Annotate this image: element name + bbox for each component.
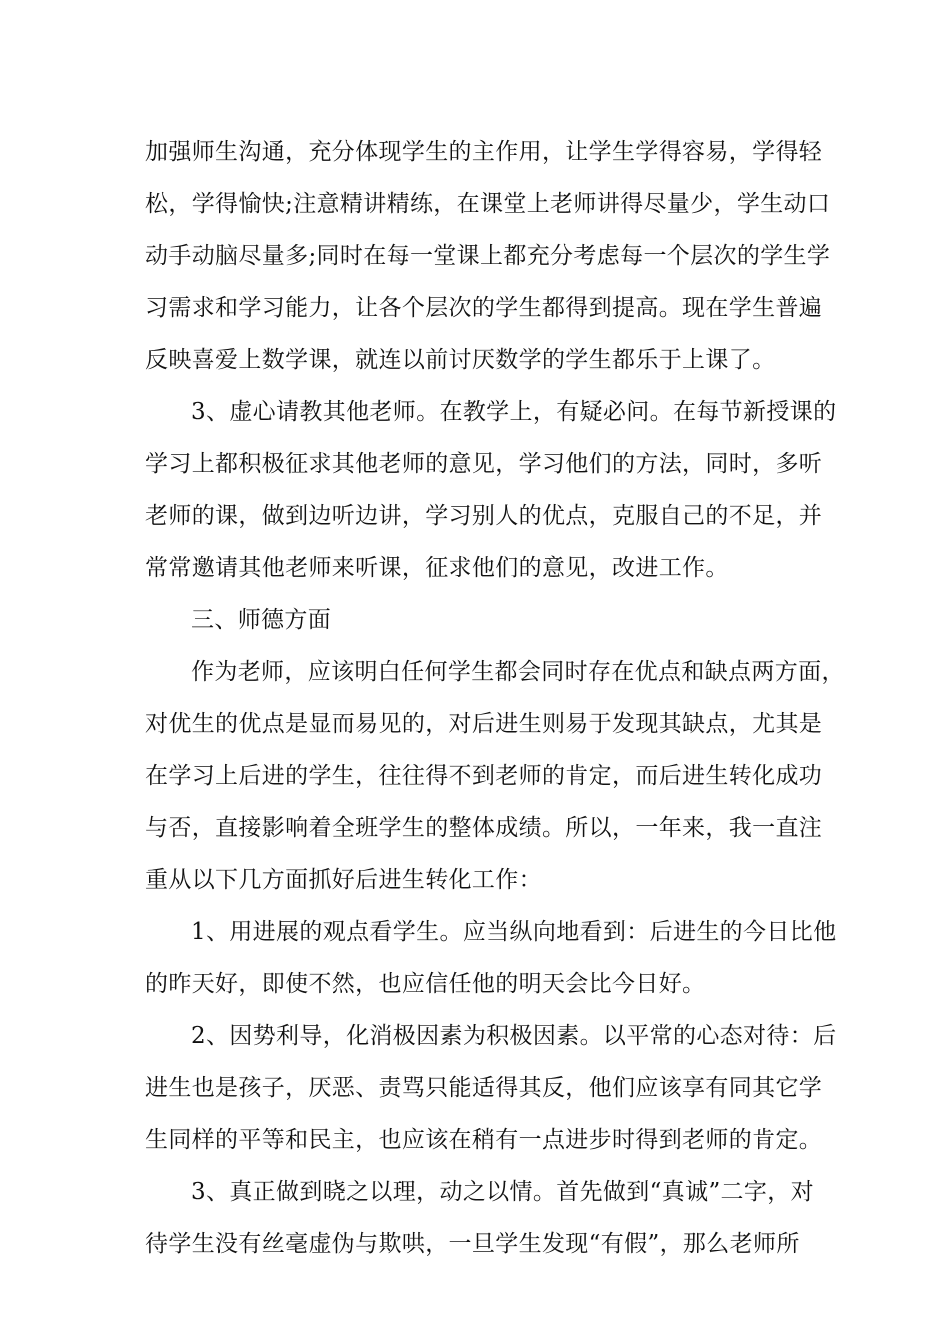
list-item-text: 1、用进展的观点看学生。应当纵向地看到：后进生的今日比他 <box>191 919 837 945</box>
body-text-line: 待学生没有丝毫虚伪与欺哄，一旦学生发现“有假”，那么老师所 <box>145 1231 800 1257</box>
section-heading: 三、师德方面 <box>191 607 332 633</box>
body-text-line: 对优生的优点是显而易见的，对后进生则易于发现其缺点，尤其是 <box>145 711 823 737</box>
body-text-line: 反映喜爱上数学课，就连以前讨厌数学的学生都乐于上课了。 <box>145 347 776 373</box>
body-text-line: 习需求和学习能力，让各个层次的学生都得到提高。现在学生普遍 <box>145 295 823 321</box>
body-text-line: 加强师生沟通，充分体现学生的主作用，让学生学得容易，学得轻 <box>145 139 823 165</box>
body-text-line: 进生也是孩子，厌恶、责骂只能适得其反，他们应该享有同其它学 <box>145 1075 823 1101</box>
body-text-line: 重从以下几方面抓好后进生转化工作： <box>145 867 542 893</box>
body-text-line: 老师的课，做到边听边讲，学习别人的优点，克服自己的不足，并 <box>145 503 823 529</box>
list-item-text: 2、因势利导，化消极因素为积极因素。以平常的心态对待：后 <box>191 1023 837 1049</box>
body-text-line: 学习上都积极征求其他老师的意见，学习他们的方法，同时，多听 <box>145 451 823 477</box>
body-text-line: 的昨天好，即使不然，也应信任他的明天会比今日好。 <box>145 971 706 997</box>
body-text-line: 与否，直接影响着全班学生的整体成绩。所以，一年来，我一直注 <box>145 815 823 841</box>
body-text-line: 常常邀请其他老师来听课，征求他们的意见，改进工作。 <box>145 555 729 581</box>
body-text-line: 生同样的平等和民主，也应该在稍有一点进步时得到老师的肯定。 <box>145 1127 823 1153</box>
list-item-text: 3、虚心请教其他老师。在教学上，有疑必问。在每节新授课的 <box>191 399 837 425</box>
body-text-line: 在学习上后进的学生，往往得不到老师的肯定，而后进生转化成功 <box>145 763 823 789</box>
list-item-text: 3、真正做到晓之以理，动之以情。首先做到“真诚”二字，对 <box>191 1179 814 1205</box>
body-text-line: 作为老师，应该明白任何学生都会同时存在优点和缺点两方面， <box>191 659 845 685</box>
body-text-line: 动手动脑尽量多;同时在每一堂课上都充分考虑每一个层次的学生学 <box>145 243 831 269</box>
body-text-line: 松，学得愉快;注意精讲精练，在课堂上老师讲得尽量少，学生动口 <box>145 191 831 217</box>
